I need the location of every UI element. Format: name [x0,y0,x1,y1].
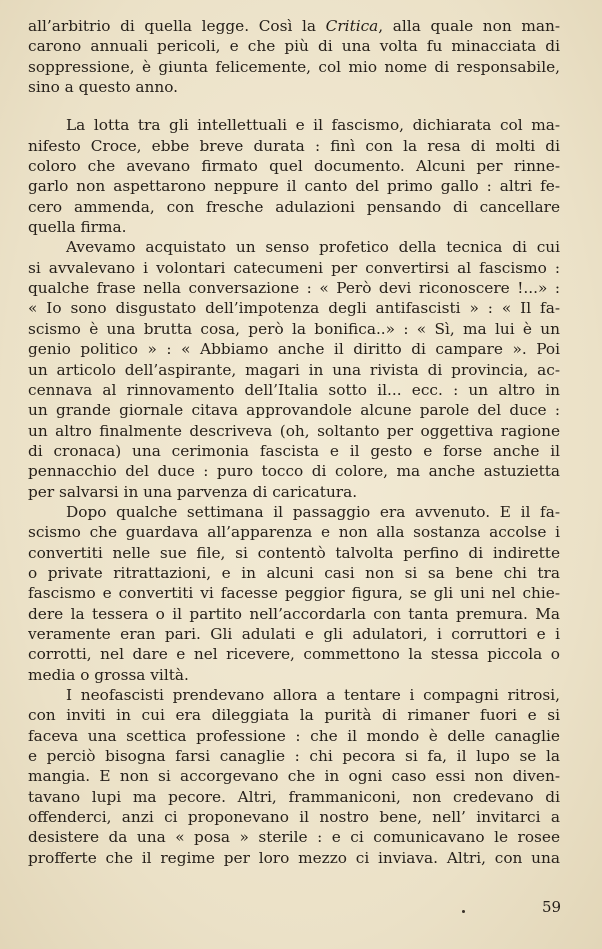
text-line: offenderci, anzi ci proponevano il nostro bene, nell’ invitarci a [28,808,560,827]
text-line: di cronaca) una cerimonia fascista e il gesto e forse anche il [28,441,560,460]
text-line: con inviti in cui era dileggiata la purità di rimaner fuori e si [28,706,560,725]
text-line: Avevamo acquistato un senso profetico della tecnica di cui [66,238,560,257]
text-line: media o grossa viltà. [28,665,189,684]
print-speck [462,910,465,913]
text-line: nifesto Croce, ebbe breve durata : finì con la resa di molti di [28,136,560,155]
text-line: carono annuali pericoli, e che più di una volta fu minacciata di [28,37,560,56]
text-line: cennava al rinnovamento dell’Italia sotto il... ecc. : un altro in [28,380,560,399]
paragraph-1 [28,16,560,97]
page-number: 59 [542,898,562,916]
text-line: convertiti nelle sue file, si contentò talvolta perfino di indirette [28,543,560,562]
text-line: fascismo e convertiti vi facesse peggior figura, se gli uni nel chie- [28,584,560,603]
text-line: un articolo dell’aspirante, magari in una rivista di provincia, ac- [28,360,560,379]
text-line: all’arbitrio di quella legge. Così la Critica, alla quale non man- [28,17,560,35]
text-line: faceva una scettica professione : che il mondo è delle canaglie [28,726,560,745]
paragraph-5 [28,685,560,868]
text-line: un grande giornale citava approvandole alcune parole del duce : [28,401,560,420]
text-line: coloro che avevano firmato quel documento. Alcuni per rinne- [28,157,560,176]
text-line: dere la tessera o il partito nell’accordarla con tanta premura. Ma [28,604,560,623]
text-line: cero ammenda, con fresche adulazioni pensando di cancellare [28,197,560,216]
text-line: un altro finalmente descriveva (oh, soltanto per oggettiva ragione [28,421,560,440]
text-line: pennacchio del duce : puro tocco di colore, ma anche astuzietta [28,462,560,481]
text-line: garlo non aspettarono neppure il canto del primo gallo : altri fe- [28,177,560,196]
journal-title: Critica [325,17,379,35]
paragraph-2 [28,115,560,237]
text-line: scismo è una brutta cosa, però la bonifica..» : « Sì, ma lui è un [28,319,560,338]
text-line: sino a questo anno. [28,78,179,97]
text-line: e perciò bisogna farsi canaglie : chi pecora si fa, il lupo se la [28,747,560,766]
text-line: desistere da una « posa » sterile : e ci comunicavano le rosee [28,828,560,847]
text-line: I neofascisti prendevano allora a tentare i compagni ritrosi, [66,686,560,704]
text-line: scismo che guardava all’apparenza e non alla sostanza accolse i [28,523,560,542]
text-line: o private ritrattazioni, e in alcuni casi non si sa bene chi tra [28,563,560,582]
paragraph-4 [28,502,560,685]
paragraph-3 [28,237,560,501]
text-line: mangia. E non si accorgevano che in ogni caso essi non diven- [28,767,560,786]
text-line: si avvalevano i volontari catecumeni per convertirsi al fascismo : [28,258,560,277]
text-line: La lotta tra gli intellettuali e il fascismo, dichiarata col ma- [66,116,560,135]
text-line: qualche frase nella conversazione : « Però devi riconoscere !...» : [28,279,560,298]
text-line: soppressione, è giunta felicemente, col mio nome di responsabile, [28,57,560,76]
text-line: genio politico » : « Abbiamo anche il diritto di campare ». Poi [28,340,560,359]
book-page [28,16,560,868]
text-line: corrotti, nel dare e nel ricevere, commettono la stessa piccola o [28,645,560,664]
text-line: profferte che il regime per loro mezzo ci inviava. Altri, con una [28,848,560,867]
text-line: tavano lupi ma pecore. Altri, frammaniconi, non credevano di [28,787,560,806]
text-line: « Io sono disgustato dell’impotenza degli antifascisti » : « Il fa- [28,299,560,318]
section-gap [28,97,560,115]
text-line: quella firma. [28,218,127,237]
text-line: veramente eran pari. Gli adulati e gli adulatori, i corruttori e i [28,624,560,643]
text-line: Dopo qualche settimana il passaggio era avvenuto. E il fa- [66,502,560,521]
text-line: per salvarsi in una parvenza di caricatura. [28,482,358,501]
